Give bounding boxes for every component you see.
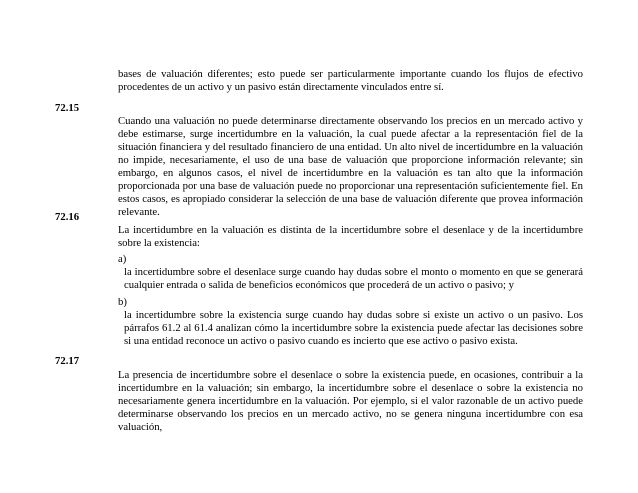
list-item-label: a): [118, 253, 127, 265]
list-item: [118, 266, 583, 292]
paragraph-number: 72.16: [55, 211, 80, 223]
paragraph-text: bases de valuación diferentes; esto puede ser particularmente importante cuando los flujos de efectivo procedentes de un activo y un pasivo están directamente vinculados entre sí.: [118, 68, 583, 93]
paragraph-72-16: [118, 224, 583, 250]
list-item: [118, 309, 583, 348]
paragraph-text: La presencia de incertidumbre sobre el desenlace o sobre la existencia puede, en ocasiones, contribuir a la incertidumbre en la valuación; sin embargo, la incertidumbre sobre el desenlace o sobre la existencia no necesariamente genera incertidumbre en la valuación. Por ejemplo, si el valor razonable de un activo puede determinarse observando los precios en un mercado activo, no se genera ninguna incertidumbre con esa valuación,: [118, 369, 583, 433]
paragraph-text: La incertidumbre en la valuación es distinta de la incertidumbre sobre el desenlace y de la incertidumbre sobre la existencia:: [118, 224, 583, 249]
list-item-text: la incertidumbre sobre la existencia surge cuando hay dudas sobre si existe un activo o un pasivo. Los párrafos 61.2 al 61.4 analizan cómo la incertidumbre sobre la existencia puede afectar las decisiones sobre si una entidad reconoce un activo o pasivo cuando es incierto que ese activo o pasivo exista.: [124, 309, 583, 347]
list-item-text: la incertidumbre sobre el desenlace surge cuando hay dudas sobre el monto o momento en que se generará cualquier entrada o salida de beneficios económicos que procederá de un activo o pasivo; y: [124, 266, 583, 291]
paragraph-number: 72.15: [55, 102, 80, 114]
list-item-label: b): [118, 296, 127, 308]
paragraph-text: Cuando una valuación no puede determinarse directamente observando los precios en un mercado activo y debe estimarse, surge incertidumbre en la valuación, la cual puede afectar a la representación fiel de la situación financiera y del resultado financiero de una entidad. Un alto nivel de incertidumbre en la valuación no impide, necesariamente, el uso de una base de valuación que proporcione información relevante; sin embargo, en algunos casos, el nivel de incertidumbre en la valuación es tan alto que la información proporcionada por una base de valuación puede no proporcionar una representación suficientemente fiel. En estos casos, es apropiado considerar la selección de una base de valuación diferente que provea información relevante.: [118, 115, 583, 218]
paragraph-72-15: [118, 115, 583, 219]
continued-paragraph: [118, 68, 583, 94]
paragraph-number: 72.17: [55, 355, 80, 367]
paragraph-72-17: [118, 369, 583, 434]
